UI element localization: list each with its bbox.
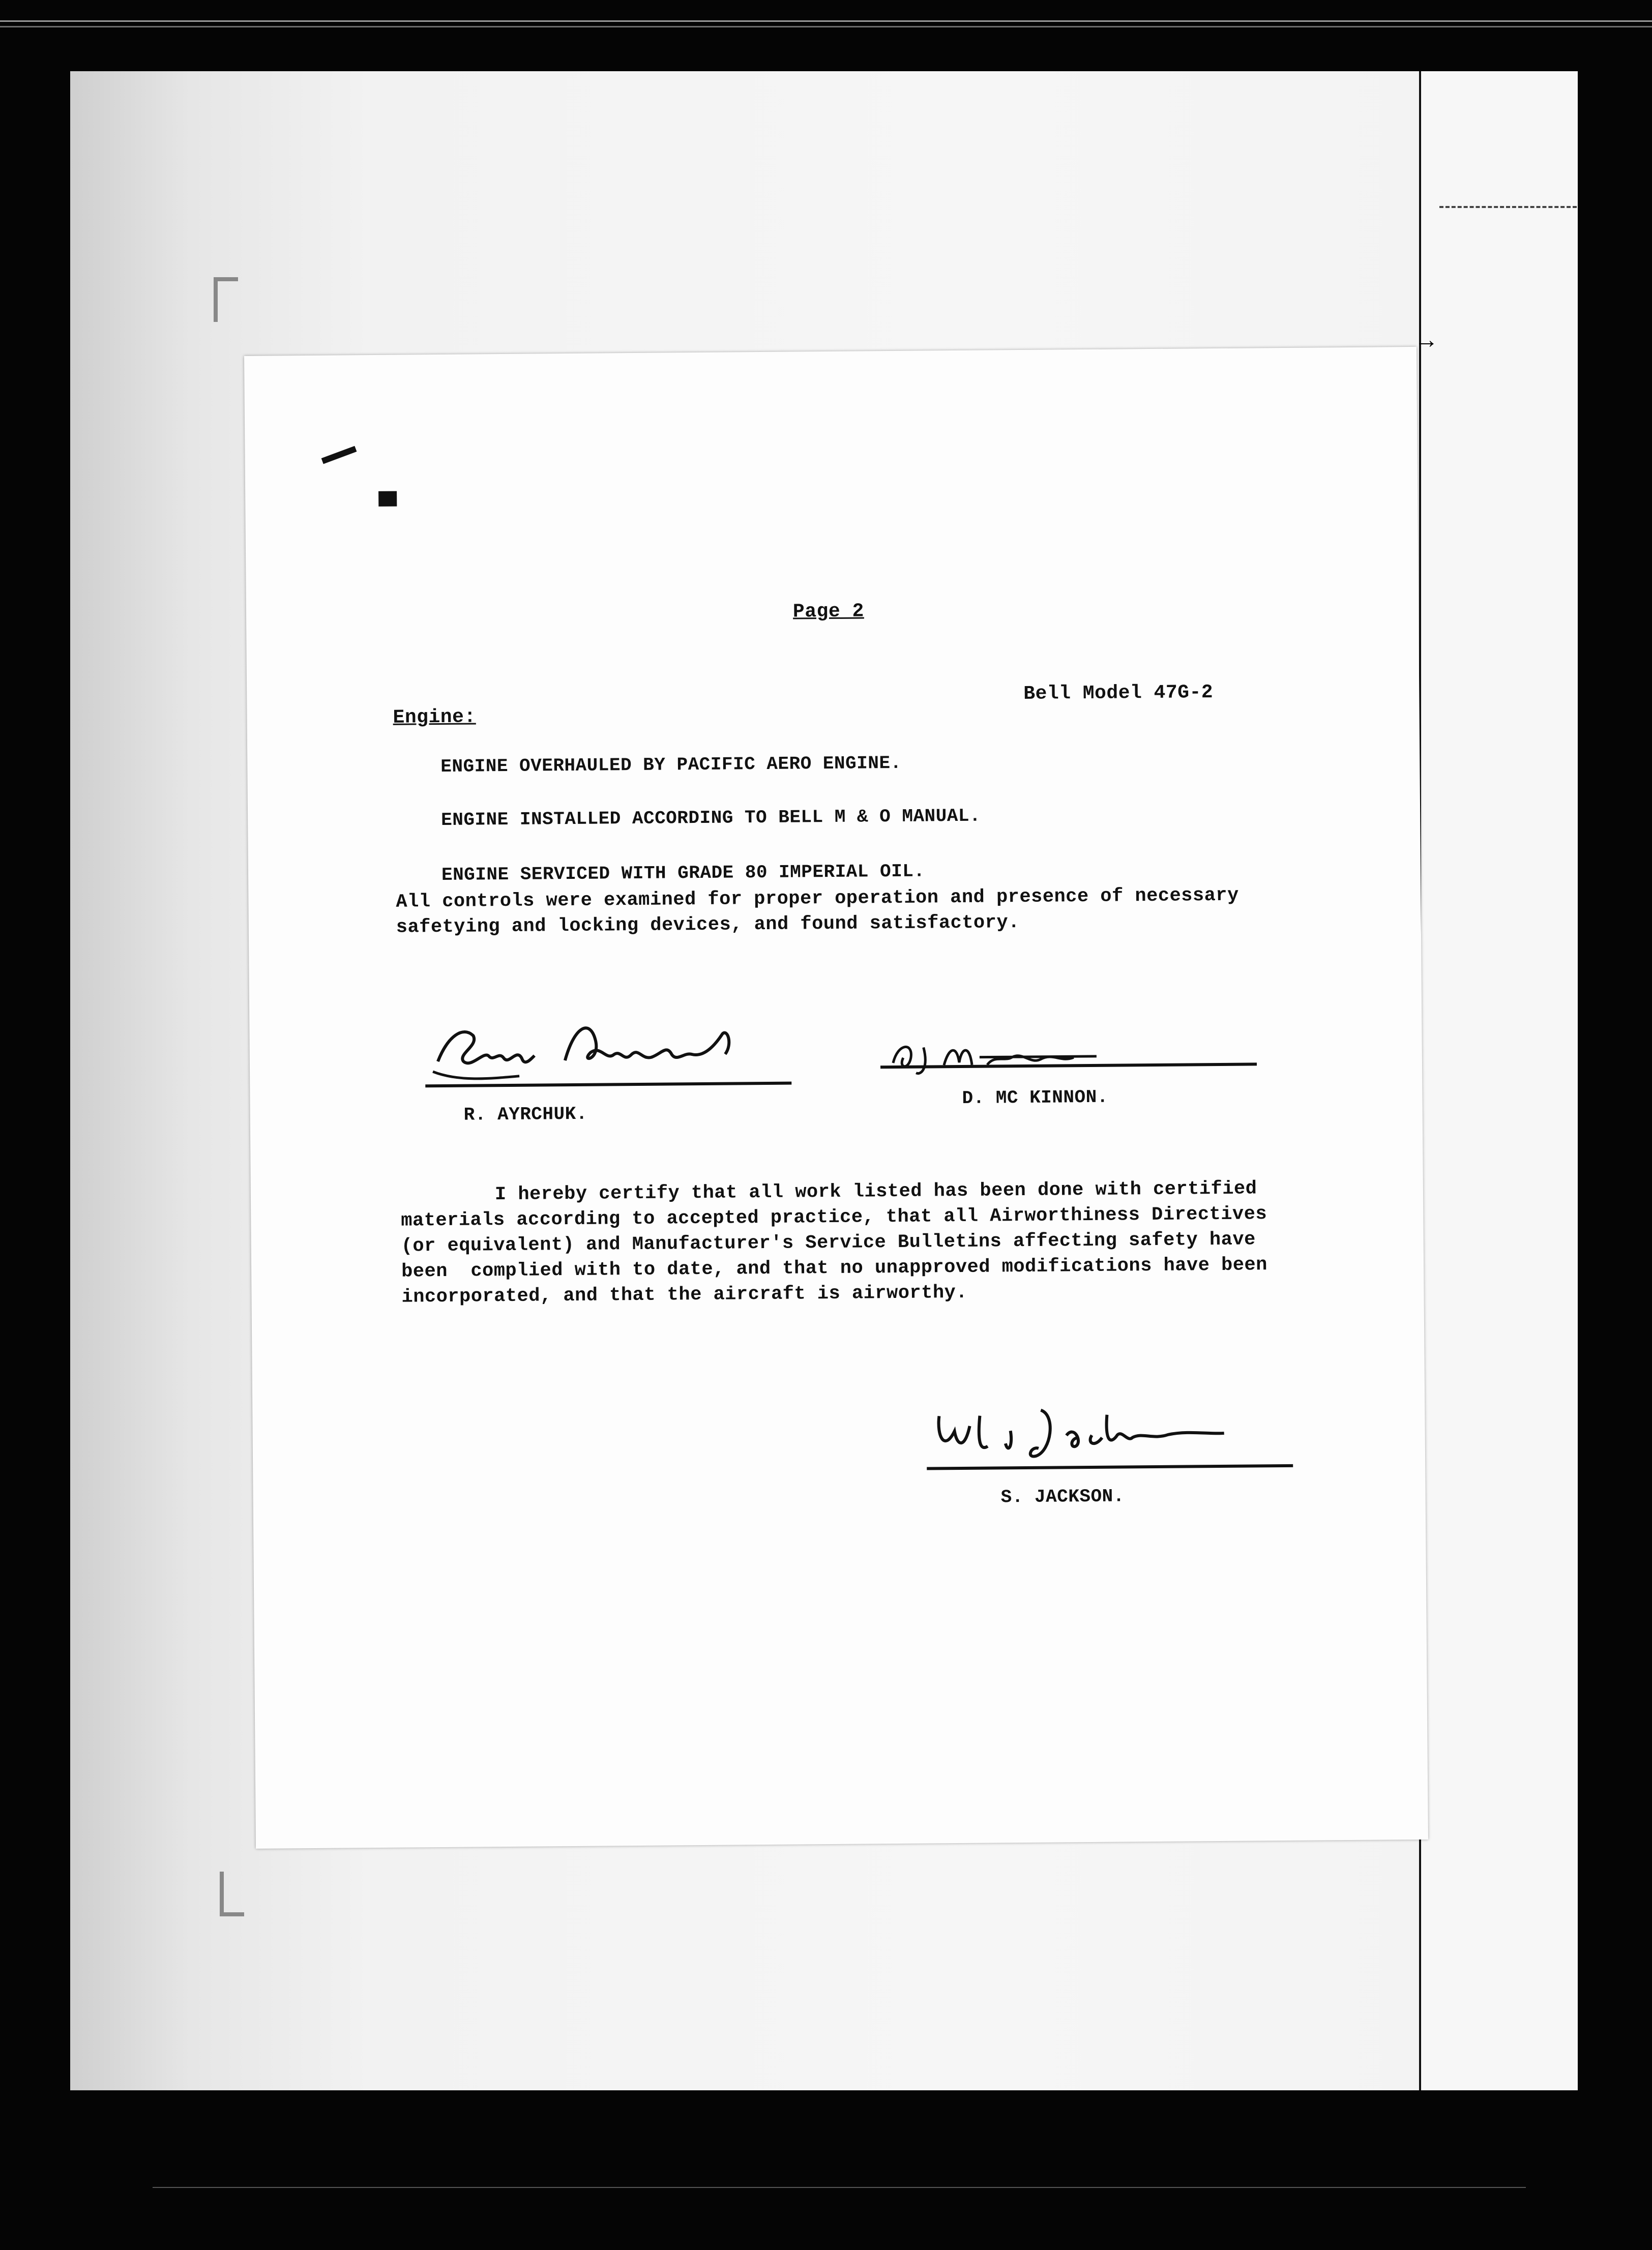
certification-line-2: materials according to accepted practice, that all Airworthiness Directives [401,1203,1267,1232]
back-sheet-right-panel [1419,71,1578,2090]
engine-item-servicing: ENGINE SERVICED WITH GRADE 80 IMPERIAL OIL. [441,861,925,885]
certification-line-1: I hereby certify that all work listed has been done with certified [494,1178,1257,1206]
certification-line-4: been complied with to date, and that no unapproved modifications have been [401,1254,1268,1283]
signatory-name-left: R. AYRCHUK. [463,1103,588,1126]
certification-line-5: incorporated, and that the aircraft is airworthy. [401,1282,968,1308]
crop-mark-bottom-left [220,1872,244,1916]
signatory-name-final: S. JACKSON. [1000,1486,1125,1508]
dashed-guide-mark [1439,206,1577,208]
page-number-label: Page 2 [792,600,864,623]
aircraft-model-label: Bell Model 47G-2 [1023,682,1214,705]
engine-item-overhaul: ENGINE OVERHAULED BY PACIFIC AERO ENGINE. [440,752,902,777]
document-page [244,347,1428,1849]
controls-statement-line-2: safetying and locking devices, and found satisfactory. [396,912,1020,938]
signatory-name-right: D. MC KINNON. [962,1086,1109,1109]
arrow-mark-icon: → [1419,328,1434,356]
engine-item-installation: ENGINE INSTALLED ACCORDING TO BELL M & O MANUAL. [441,805,981,831]
top-border-rule [0,20,1652,27]
signature-jackson [924,1393,1280,1472]
bottom-border-rule [153,2187,1526,2190]
certification-line-3: (or equivalent) and Manufacturer's Service Bulletins affecting safety have [401,1229,1256,1257]
controls-statement-line-1: All controls were examined for proper operation and presence of necessary [396,884,1239,913]
signature-mckinnon [882,1025,1188,1083]
ink-scribble-mark [321,446,357,464]
signature-ayrchuk [427,1003,794,1087]
engine-section-heading: Engine: [393,706,476,729]
crop-mark-top-left [214,277,238,322]
ink-blot-mark [378,491,397,507]
